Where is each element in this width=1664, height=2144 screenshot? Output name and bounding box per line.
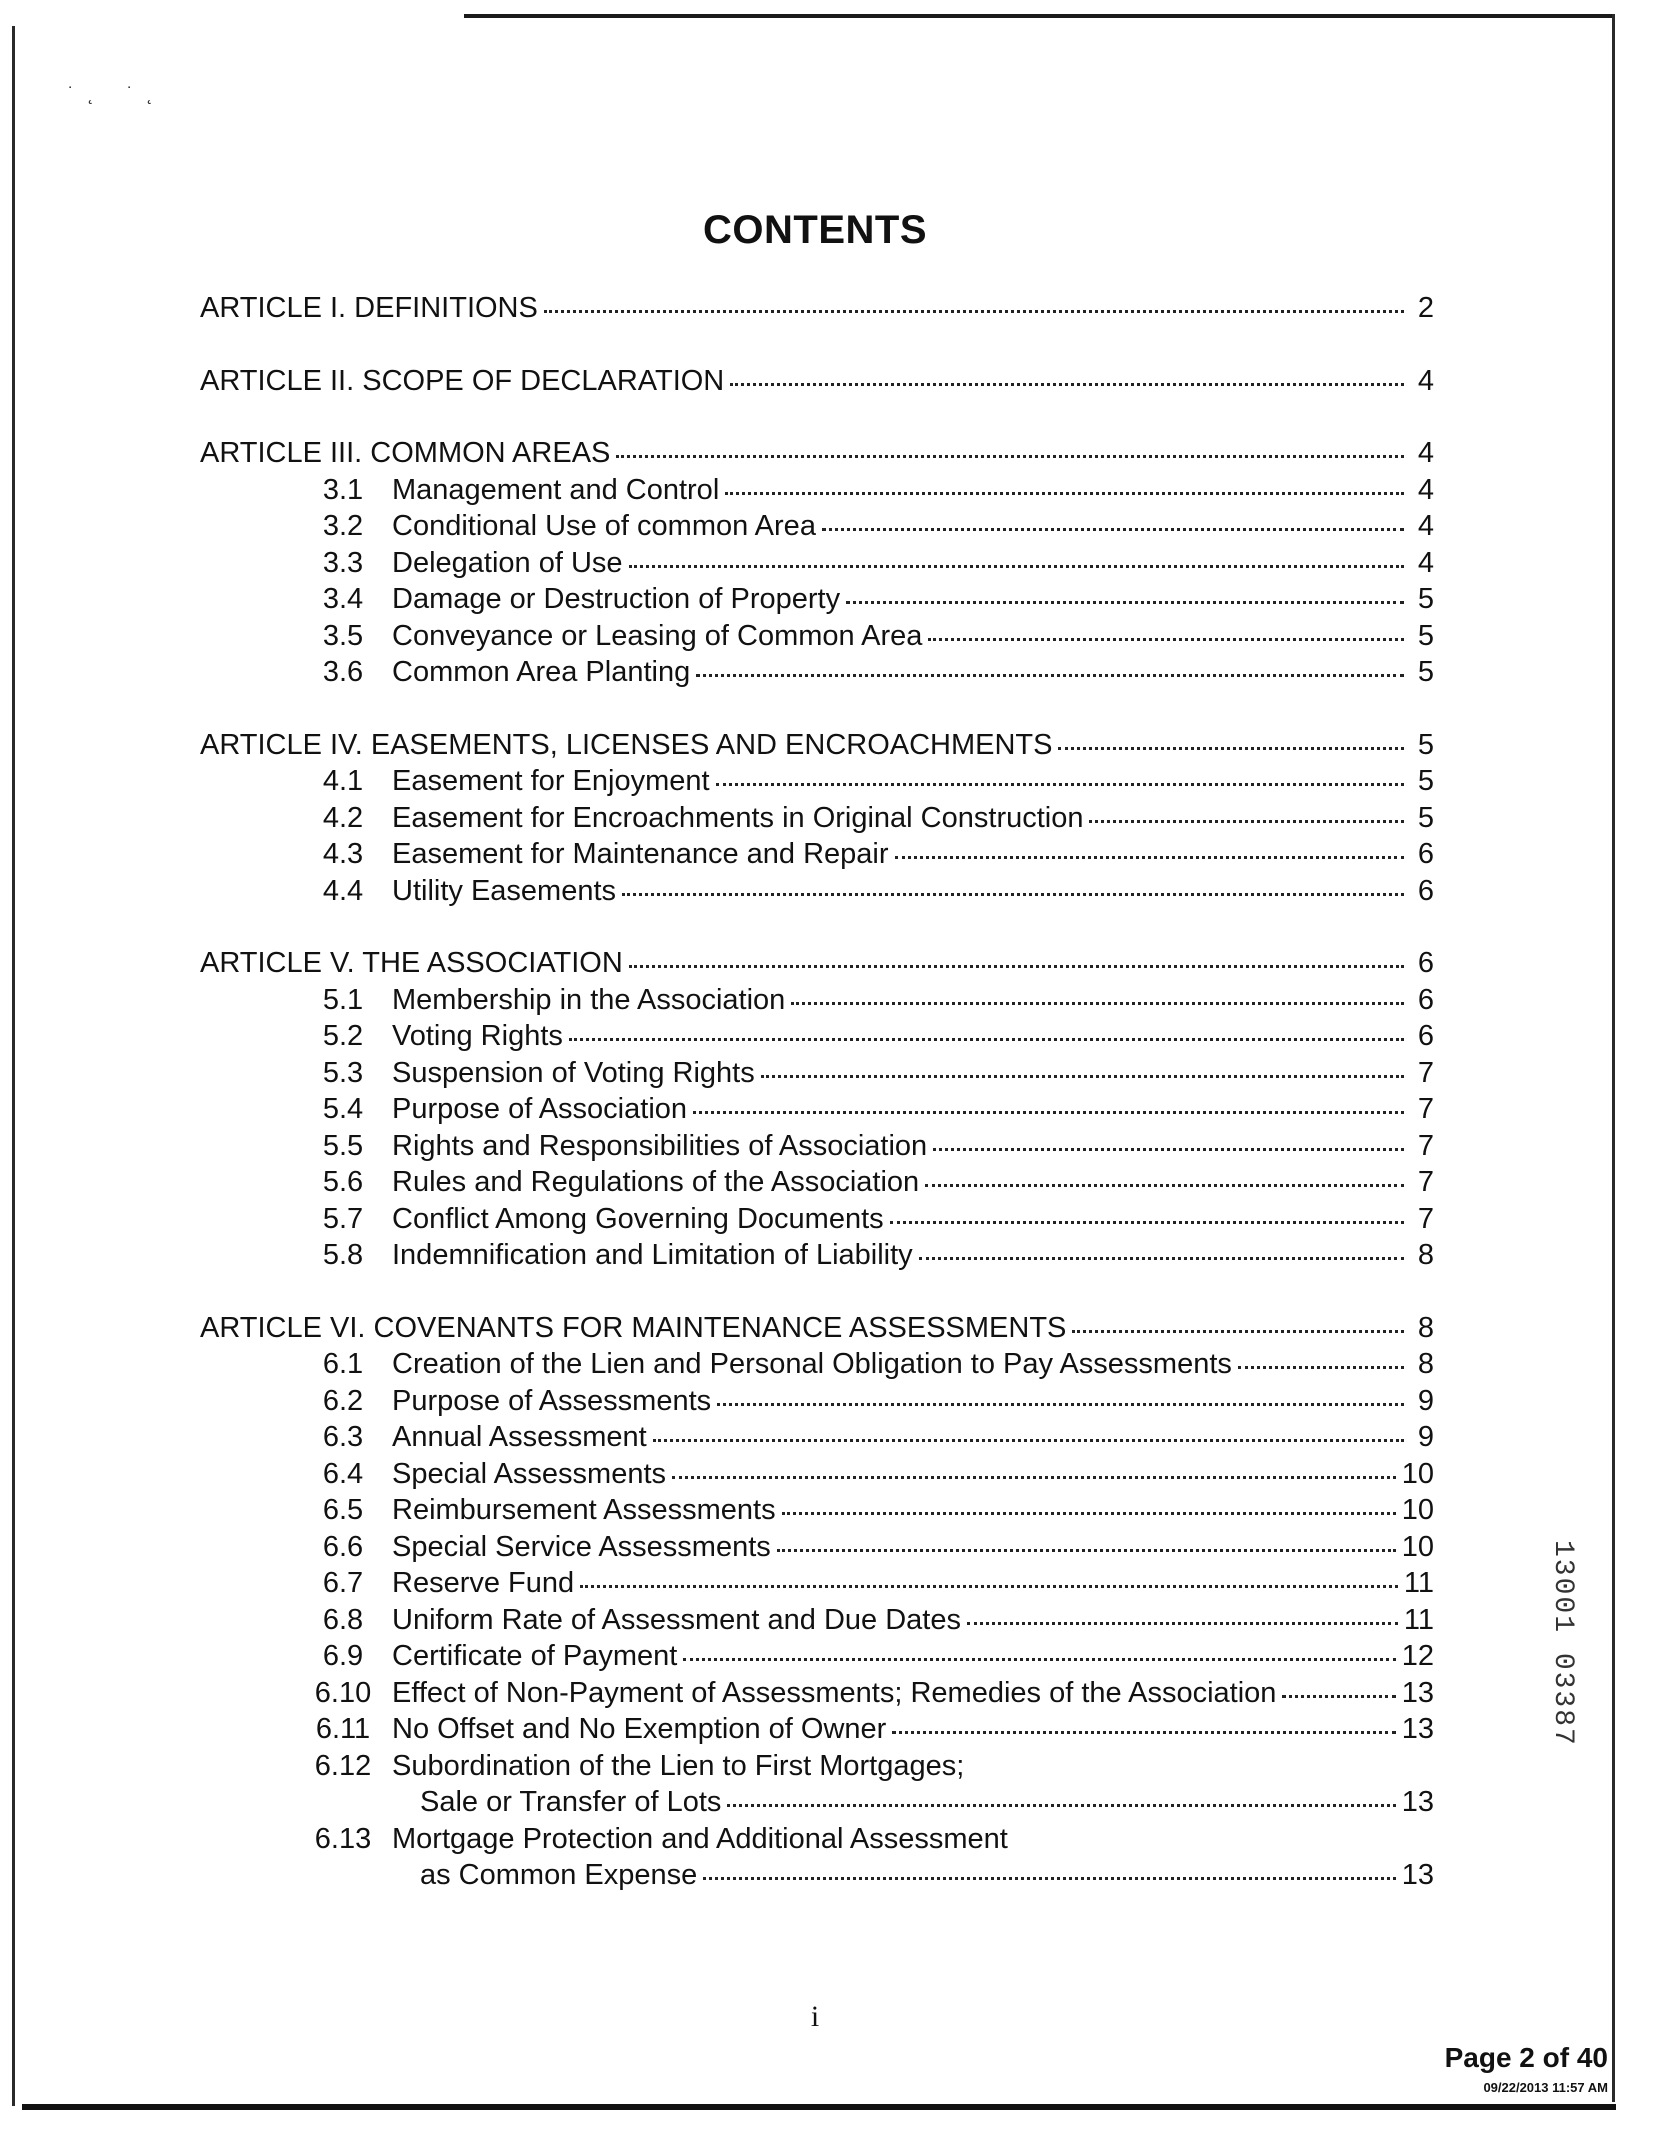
toc-section-label: Purpose of Assessments [392,1384,712,1417]
toc-section-number: 5.5 [322,1129,364,1162]
toc-dot-leader [725,491,1404,495]
toc-section-row [200,1821,1434,1858]
toc-section-number: 3.2 [322,510,364,542]
page-title: CONTENTS [703,208,927,252]
toc-section-row [200,1638,1434,1675]
toc-page-number: 11 [1403,1567,1434,1599]
toc-article-row [200,945,1434,982]
toc-page-number: 13 [1401,1786,1434,1818]
toc-dot-leader [925,1183,1404,1187]
toc-section-row [200,545,1434,582]
toc-dot-leader [1238,1365,1404,1369]
page-border-top [464,14,1614,18]
toc-section-row [200,763,1434,800]
toc-section-number: 6.8 [322,1603,364,1636]
toc-section-row [200,1055,1434,1092]
toc-section-number: 6.3 [322,1421,364,1453]
toc-section-number: 6.13 [314,1822,372,1855]
toc-section-row [200,1602,1434,1639]
toc-page-number: 6 [1417,1020,1434,1052]
toc-section-label: Conflict Among Governing Documents [392,1202,884,1235]
toc-dot-leader [919,1256,1404,1260]
toc-section-label: Easement for Maintenance and Repair [392,838,889,870]
toc-section-label: Special Assessments [392,1457,667,1490]
toc-section-label: Utility Easements [392,874,617,907]
toc-page-number: 2 [1417,292,1434,324]
toc-section-row [200,581,1434,618]
toc-section-number: 4.4 [322,874,364,907]
toc-section-number: 6.12 [314,1749,372,1782]
toc-dot-leader [683,1657,1395,1661]
toc-section-row [200,836,1434,873]
toc-dot-leader [791,1001,1404,1005]
toc-section-label: Reimbursement Assessments [392,1494,776,1526]
toc-section-row [200,1492,1434,1529]
page-border-bottom [22,2104,1616,2110]
toc-page-number: 5 [1417,619,1434,652]
page-count-stamp: Page 2 of 40 [1444,2042,1608,2073]
toc-section-row [200,1018,1434,1055]
toc-page-number: 8 [1417,1348,1434,1380]
toc-section-label: Damage or Destruction of Property [392,583,841,615]
toc-dot-leader [1058,746,1404,750]
toc-section-label: Delegation of Use [392,546,623,579]
toc-section-number: 5.1 [322,983,364,1016]
toc-dot-leader [580,1584,1398,1588]
toc-section-label: Special Service Assessments [392,1530,771,1563]
toc-dot-leader [616,454,1404,458]
toc-dot-leader [693,1110,1404,1114]
toc-page-number: 12 [1401,1640,1434,1672]
toc-page-number: 6 [1417,838,1434,870]
toc-section-number: 4.1 [322,765,364,797]
toc-section-label: Annual Assessment [392,1421,647,1453]
toc-page-number: 9 [1417,1421,1434,1453]
toc-section-label: Creation of the Lien and Personal Obligation to Pay Assessments [392,1348,1232,1380]
toc-page-number: 5 [1417,583,1434,615]
toc-dot-leader [703,1876,1395,1880]
toc-dot-leader [933,1147,1404,1151]
toc-section-label: Reserve Fund [392,1567,575,1599]
toc-dot-leader [846,600,1404,604]
toc-article-label: ARTICLE II. SCOPE OF DECLARATION [200,364,725,397]
toc-section-number: 4.3 [322,838,364,870]
toc-page-number: 7 [1417,1129,1434,1162]
toc-section-row [200,1748,1434,1785]
toc-article-label: ARTICLE VI. COVENANTS FOR MAINTENANCE ASSESSMENTS [200,1311,1067,1344]
toc-section-continuation-row [200,1857,1434,1894]
toc-section-number: 6.7 [322,1567,364,1599]
toc-section-row [200,1419,1434,1456]
toc-section-label: Rules and Regulations of the Association [392,1166,920,1198]
toc-section-label: Effect of Non-Payment of Assessments; Remedies of the Association [392,1676,1277,1709]
toc-section-label: Certificate of Payment [392,1640,678,1672]
toc-section-row [200,1675,1434,1712]
toc-section-number: 6.11 [315,1713,371,1745]
toc-section-number: 6.6 [322,1530,364,1563]
toc-section-label: Voting Rights [392,1020,563,1052]
toc-section-label: Indemnification and Limitation of Liability [392,1239,913,1271]
toc-section-row [200,1164,1434,1201]
toc-dot-leader [895,855,1404,859]
toc-section-row [200,1529,1434,1566]
toc-dot-leader [1089,819,1404,823]
toc-page-number: 11 [1403,1603,1434,1636]
toc-article-label: ARTICLE IV. EASEMENTS, LICENSES AND ENCROACHMENTS [200,728,1053,761]
toc-page-number: 7 [1417,1093,1434,1125]
toc-section-row [200,1237,1434,1274]
toc-article-label: ARTICLE I. DEFINITIONS [200,292,538,324]
toc-section-number: 6.4 [322,1457,364,1490]
toc-section-number: 3.4 [322,583,364,615]
toc-page-number: 13 [1401,1859,1434,1891]
toc-section-row [200,800,1434,837]
toc-section-row [200,1711,1434,1748]
toc-dot-leader [672,1475,1396,1479]
toc-section-row [200,982,1434,1019]
toc-dot-leader [544,309,1404,313]
toc-dot-leader [716,782,1404,786]
toc-section-row [200,1091,1434,1128]
toc-dot-leader [1072,1329,1404,1333]
toc-dot-leader [629,564,1404,568]
toc-section-number: 3.1 [322,473,364,506]
toc-page-number: 7 [1417,1166,1434,1198]
toc-page-number: 5 [1417,656,1434,688]
toc-section-row [200,1201,1434,1238]
page-border-right [1612,14,1615,2102]
toc-section-label: Uniform Rate of Assessment and Due Dates [392,1603,961,1636]
toc-page-number: 4 [1417,473,1434,506]
toc-section-number: 6.2 [322,1384,364,1417]
toc-section-number: 6.1 [322,1348,364,1380]
toc-section-row [200,618,1434,655]
toc-dot-leader [629,964,1404,968]
toc-section-row [200,873,1434,910]
toc-section-label: Suspension of Voting Rights [392,1056,755,1089]
toc-section-number: 5.4 [322,1093,364,1125]
toc-page-number: 7 [1417,1056,1434,1089]
toc-page-number: 5 [1417,728,1434,761]
toc-page-number: 4 [1417,437,1434,469]
toc-page-number: 13 [1401,1713,1434,1745]
toc-dot-leader [569,1037,1404,1041]
toc-section-label: Easement for Enjoyment [392,765,710,797]
toc-section-label-continued: as Common Expense [420,1859,698,1891]
toc-page-number: 4 [1417,510,1434,542]
recording-stamp: 13001 03387 [1547,1540,1578,1747]
toc-section-number: 4.2 [322,801,364,834]
toc-section-label: Common Area Planting [392,656,691,688]
page-number-roman: i [810,2000,820,2033]
toc-page-number: 7 [1417,1202,1434,1235]
toc-dot-leader [890,1220,1404,1224]
toc-dot-leader [967,1621,1398,1625]
toc-page-number: 5 [1417,765,1434,797]
toc-dot-leader [892,1730,1395,1734]
toc-dot-leader [653,1438,1404,1442]
toc-dot-leader [730,382,1404,386]
toc-section-label: Mortgage Protection and Additional Assessment [392,1822,1008,1855]
toc-dot-leader [1282,1694,1395,1698]
toc-section-number: 6.5 [322,1494,364,1526]
toc-page-number: 8 [1417,1239,1434,1271]
toc-dot-leader [727,1803,1395,1807]
toc-page-number: 4 [1417,546,1434,579]
toc-section-number: 5.7 [322,1202,364,1235]
toc-article-row [200,727,1434,764]
toc-page-number: 6 [1417,947,1434,979]
toc-section-number: 3.3 [322,546,364,579]
toc-dot-leader [782,1511,1396,1515]
toc-section-row [200,508,1434,545]
toc-page-number: 6 [1417,983,1434,1016]
toc-section-label: Conditional Use of common Area [392,510,816,542]
toc-section-row [200,1346,1434,1383]
toc-section-number: 6.10 [314,1676,372,1709]
toc-section-label: Easement for Encroachments in Original Construction [392,801,1084,834]
toc-section-number: 6.9 [322,1640,364,1672]
toc-section-number: 5.8 [322,1239,364,1271]
toc-dot-leader [622,892,1404,896]
toc-article-label: ARTICLE V. THE ASSOCIATION [200,947,623,979]
toc-section-row [200,472,1434,509]
toc-page-number: 4 [1417,364,1434,397]
toc-page-number: 9 [1417,1384,1434,1417]
toc-dot-leader [777,1548,1396,1552]
toc-section-label: Conveyance or Leasing of Common Area [392,619,923,652]
toc-section-row [200,654,1434,691]
toc-page-number: 6 [1417,874,1434,907]
toc-page-number: 5 [1417,801,1434,834]
toc-section-row [200,1456,1434,1493]
toc-page-number: 10 [1401,1530,1434,1563]
toc-section-continuation-row [200,1784,1434,1821]
toc-section-row [200,1383,1434,1420]
toc-section-number: 5.2 [322,1020,364,1052]
toc-section-label: Management and Control [392,473,720,506]
toc-page-number: 13 [1401,1676,1434,1709]
toc-article-row [200,1310,1434,1347]
toc-page-number: 8 [1417,1311,1434,1344]
toc-section-number: 5.3 [322,1056,364,1089]
toc-article-row [200,290,1434,327]
page-border-left [12,26,15,2106]
toc-section-number: 5.6 [322,1166,364,1198]
toc-section-label-continued: Sale or Transfer of Lots [420,1786,722,1818]
scan-specks: ˙˛ ˙˛ [68,84,167,104]
toc-article-row [200,363,1434,400]
toc-page-number: 10 [1401,1457,1434,1490]
toc-dot-leader [696,673,1404,677]
toc-section-row [200,1128,1434,1165]
toc-section-row [200,1565,1434,1602]
table-of-contents [200,290,1434,1894]
toc-dot-leader [928,637,1404,641]
toc-article-row [200,435,1434,472]
toc-section-label: Rights and Responsibilities of Association [392,1129,928,1162]
toc-article-label: ARTICLE III. COMMON AREAS [200,437,611,469]
toc-dot-leader [761,1074,1404,1078]
toc-section-number: 3.5 [322,619,364,652]
toc-section-label: No Offset and No Exemption of Owner [392,1713,887,1745]
toc-section-label: Purpose of Association [392,1093,688,1125]
timestamp-stamp: 09/22/2013 11:57 AM [1483,2080,1608,2095]
toc-dot-leader [822,527,1404,531]
toc-section-number: 3.6 [322,656,364,688]
toc-section-label: Subordination of the Lien to First Mortgages; [392,1749,965,1782]
toc-page-number: 10 [1401,1494,1434,1526]
toc-dot-leader [717,1402,1404,1406]
toc-section-label: Membership in the Association [392,983,786,1016]
